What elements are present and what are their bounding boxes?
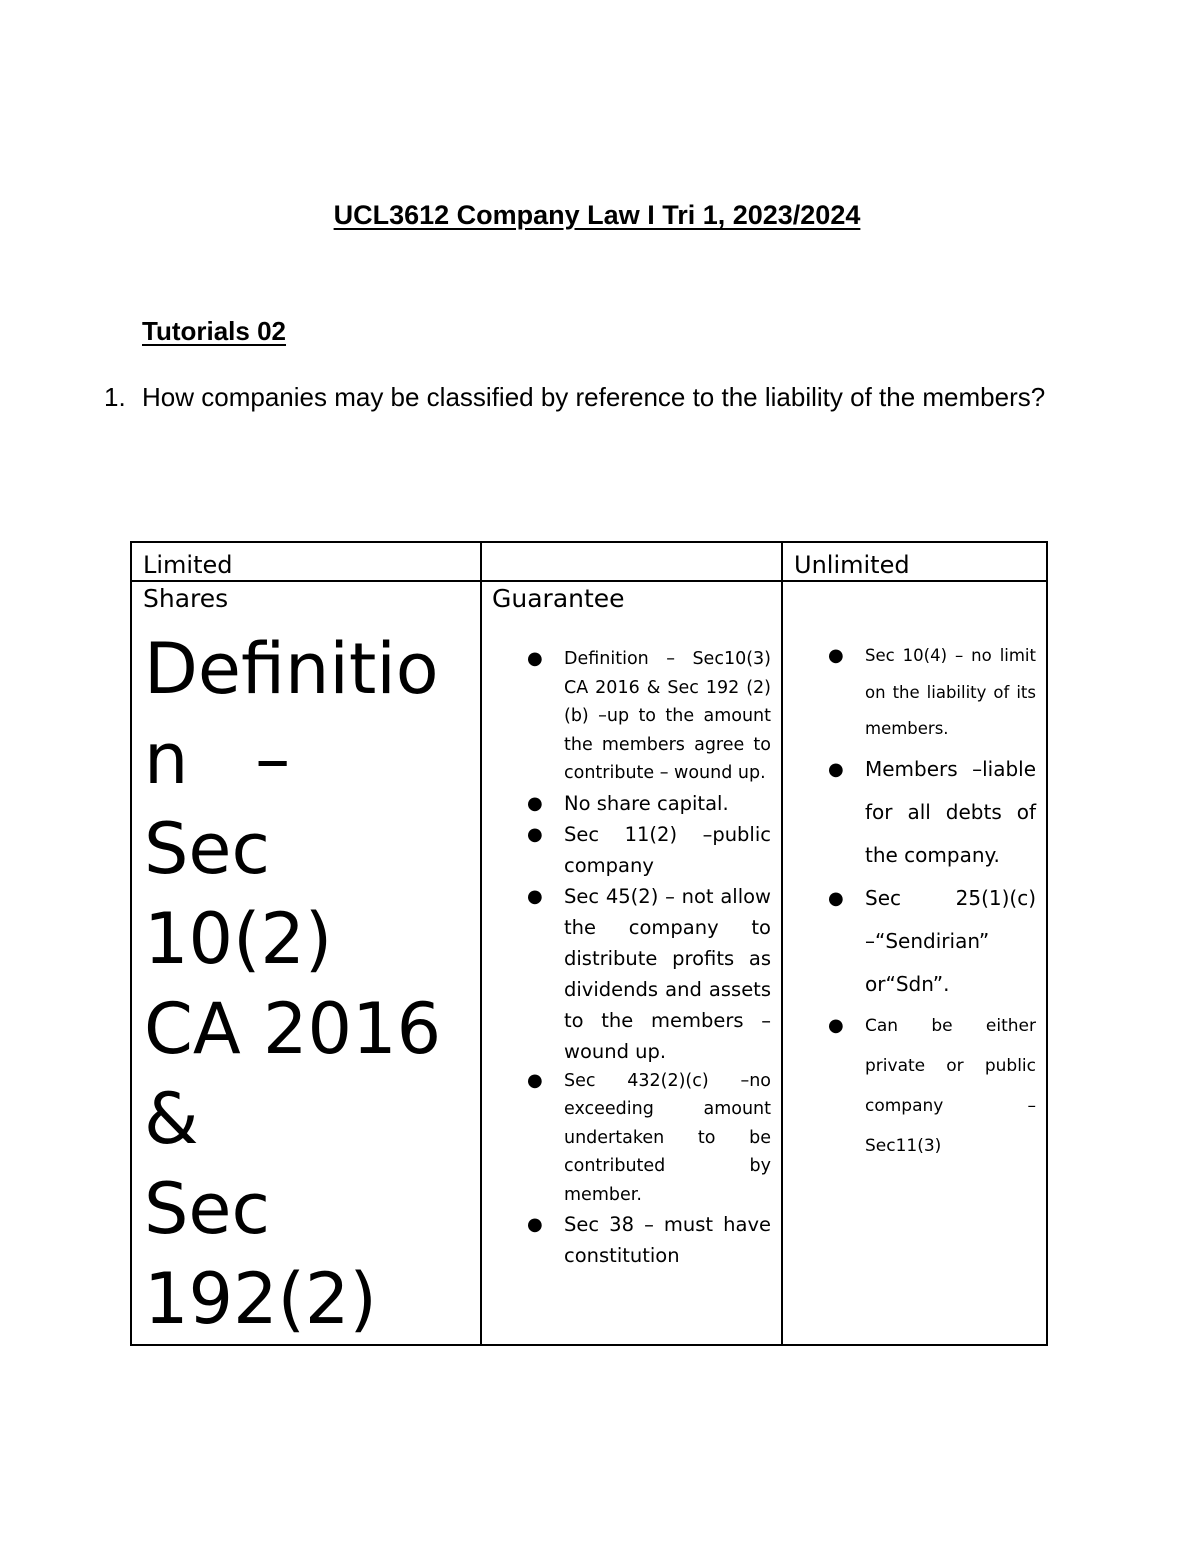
definition-line: Sec (144, 1168, 270, 1250)
list-item (527, 881, 771, 1067)
table-header-row (131, 542, 1047, 581)
list-item (527, 1209, 771, 1271)
guarantee-cell (481, 581, 782, 1345)
shares-cell (131, 581, 481, 1345)
list-item-text: No share capital. (564, 791, 729, 815)
list-item (527, 1067, 771, 1210)
list-item-text: Sec 432(2)(c) –no exceeding amount undertaken to be contributed by member. (564, 1070, 771, 1205)
header-limited: Limited (143, 551, 233, 579)
list-item-text: Sec 45(2) – not allow the company to distribute profits as dividends and assets to the members –wound up. (564, 884, 771, 1063)
bullet-icon: ● (828, 1014, 844, 1036)
bullet-icon: ● (828, 887, 844, 909)
bullet-icon: ● (828, 645, 844, 666)
list-item (828, 877, 1036, 1006)
list-item (828, 638, 1036, 748)
list-item (828, 748, 1036, 877)
shares-definition (132, 616, 480, 1344)
definition-line: n – (144, 718, 291, 800)
bullet-icon: ● (527, 1069, 543, 1091)
list-item-text: Sec 11(2) –public company (564, 822, 771, 877)
table-body-row (131, 581, 1047, 1345)
list-item (828, 1006, 1036, 1166)
definition-line: CA 2016 (144, 988, 442, 1070)
unlimited-cell (782, 581, 1047, 1345)
bullet-icon: ● (527, 1214, 543, 1235)
header-unlimited: Unlimited (794, 551, 910, 579)
bullet-icon: ● (527, 885, 543, 907)
classification-table (130, 541, 1048, 1346)
list-item-text: Sec 25(1)(c) –“Sendirian” or“Sdn”. (865, 885, 1036, 996)
list-item (527, 819, 771, 881)
guarantee-bullet-list (527, 645, 771, 1271)
guarantee-heading: Guarantee (492, 584, 625, 613)
list-item-text: Can be either private or public company – Sec11(3) (865, 1015, 1036, 1156)
question (104, 368, 1056, 427)
unlimited-bullet-list (828, 638, 1036, 1166)
bullet-icon: ● (527, 792, 543, 814)
question-text: How companies may be classified by reference to the liability of the members? (142, 382, 1046, 412)
header-blank (482, 543, 781, 551)
definition-line: & (144, 1078, 199, 1160)
definition-line: 10(2) (144, 898, 333, 980)
tutorial-heading: Tutorials 02 (142, 316, 287, 346)
definition-line: 192(2) (144, 1258, 377, 1340)
list-item-text: Definition – Sec10(3) CA 2016 & Sec 192 (2)(b) –up to the amount the members agree to contribute – wound up. (564, 649, 771, 783)
list-item-text: Sec 10(4) – no limit on the liability of its members. (865, 646, 1036, 738)
list-item (527, 645, 771, 788)
header-cell-limited (131, 542, 481, 581)
question-number: 1. (104, 382, 126, 412)
list-item-text: Sec 38 – must have constitution (564, 1213, 771, 1267)
bullet-icon: ● (828, 758, 844, 780)
shares-heading: Shares (143, 584, 229, 613)
definition-line: Definitio (144, 628, 439, 710)
list-item-text: Members –liable for all debts of the company. (865, 756, 1036, 867)
list-item (527, 788, 771, 819)
bullet-icon: ● (527, 648, 543, 669)
definition-line: Sec (144, 808, 270, 890)
header-cell-blank (481, 542, 782, 581)
header-cell-unlimited (782, 542, 1047, 581)
bullet-icon: ● (527, 823, 543, 845)
document-title: UCL3612 Company Law I Tri 1, 2023/2024 (333, 200, 861, 230)
